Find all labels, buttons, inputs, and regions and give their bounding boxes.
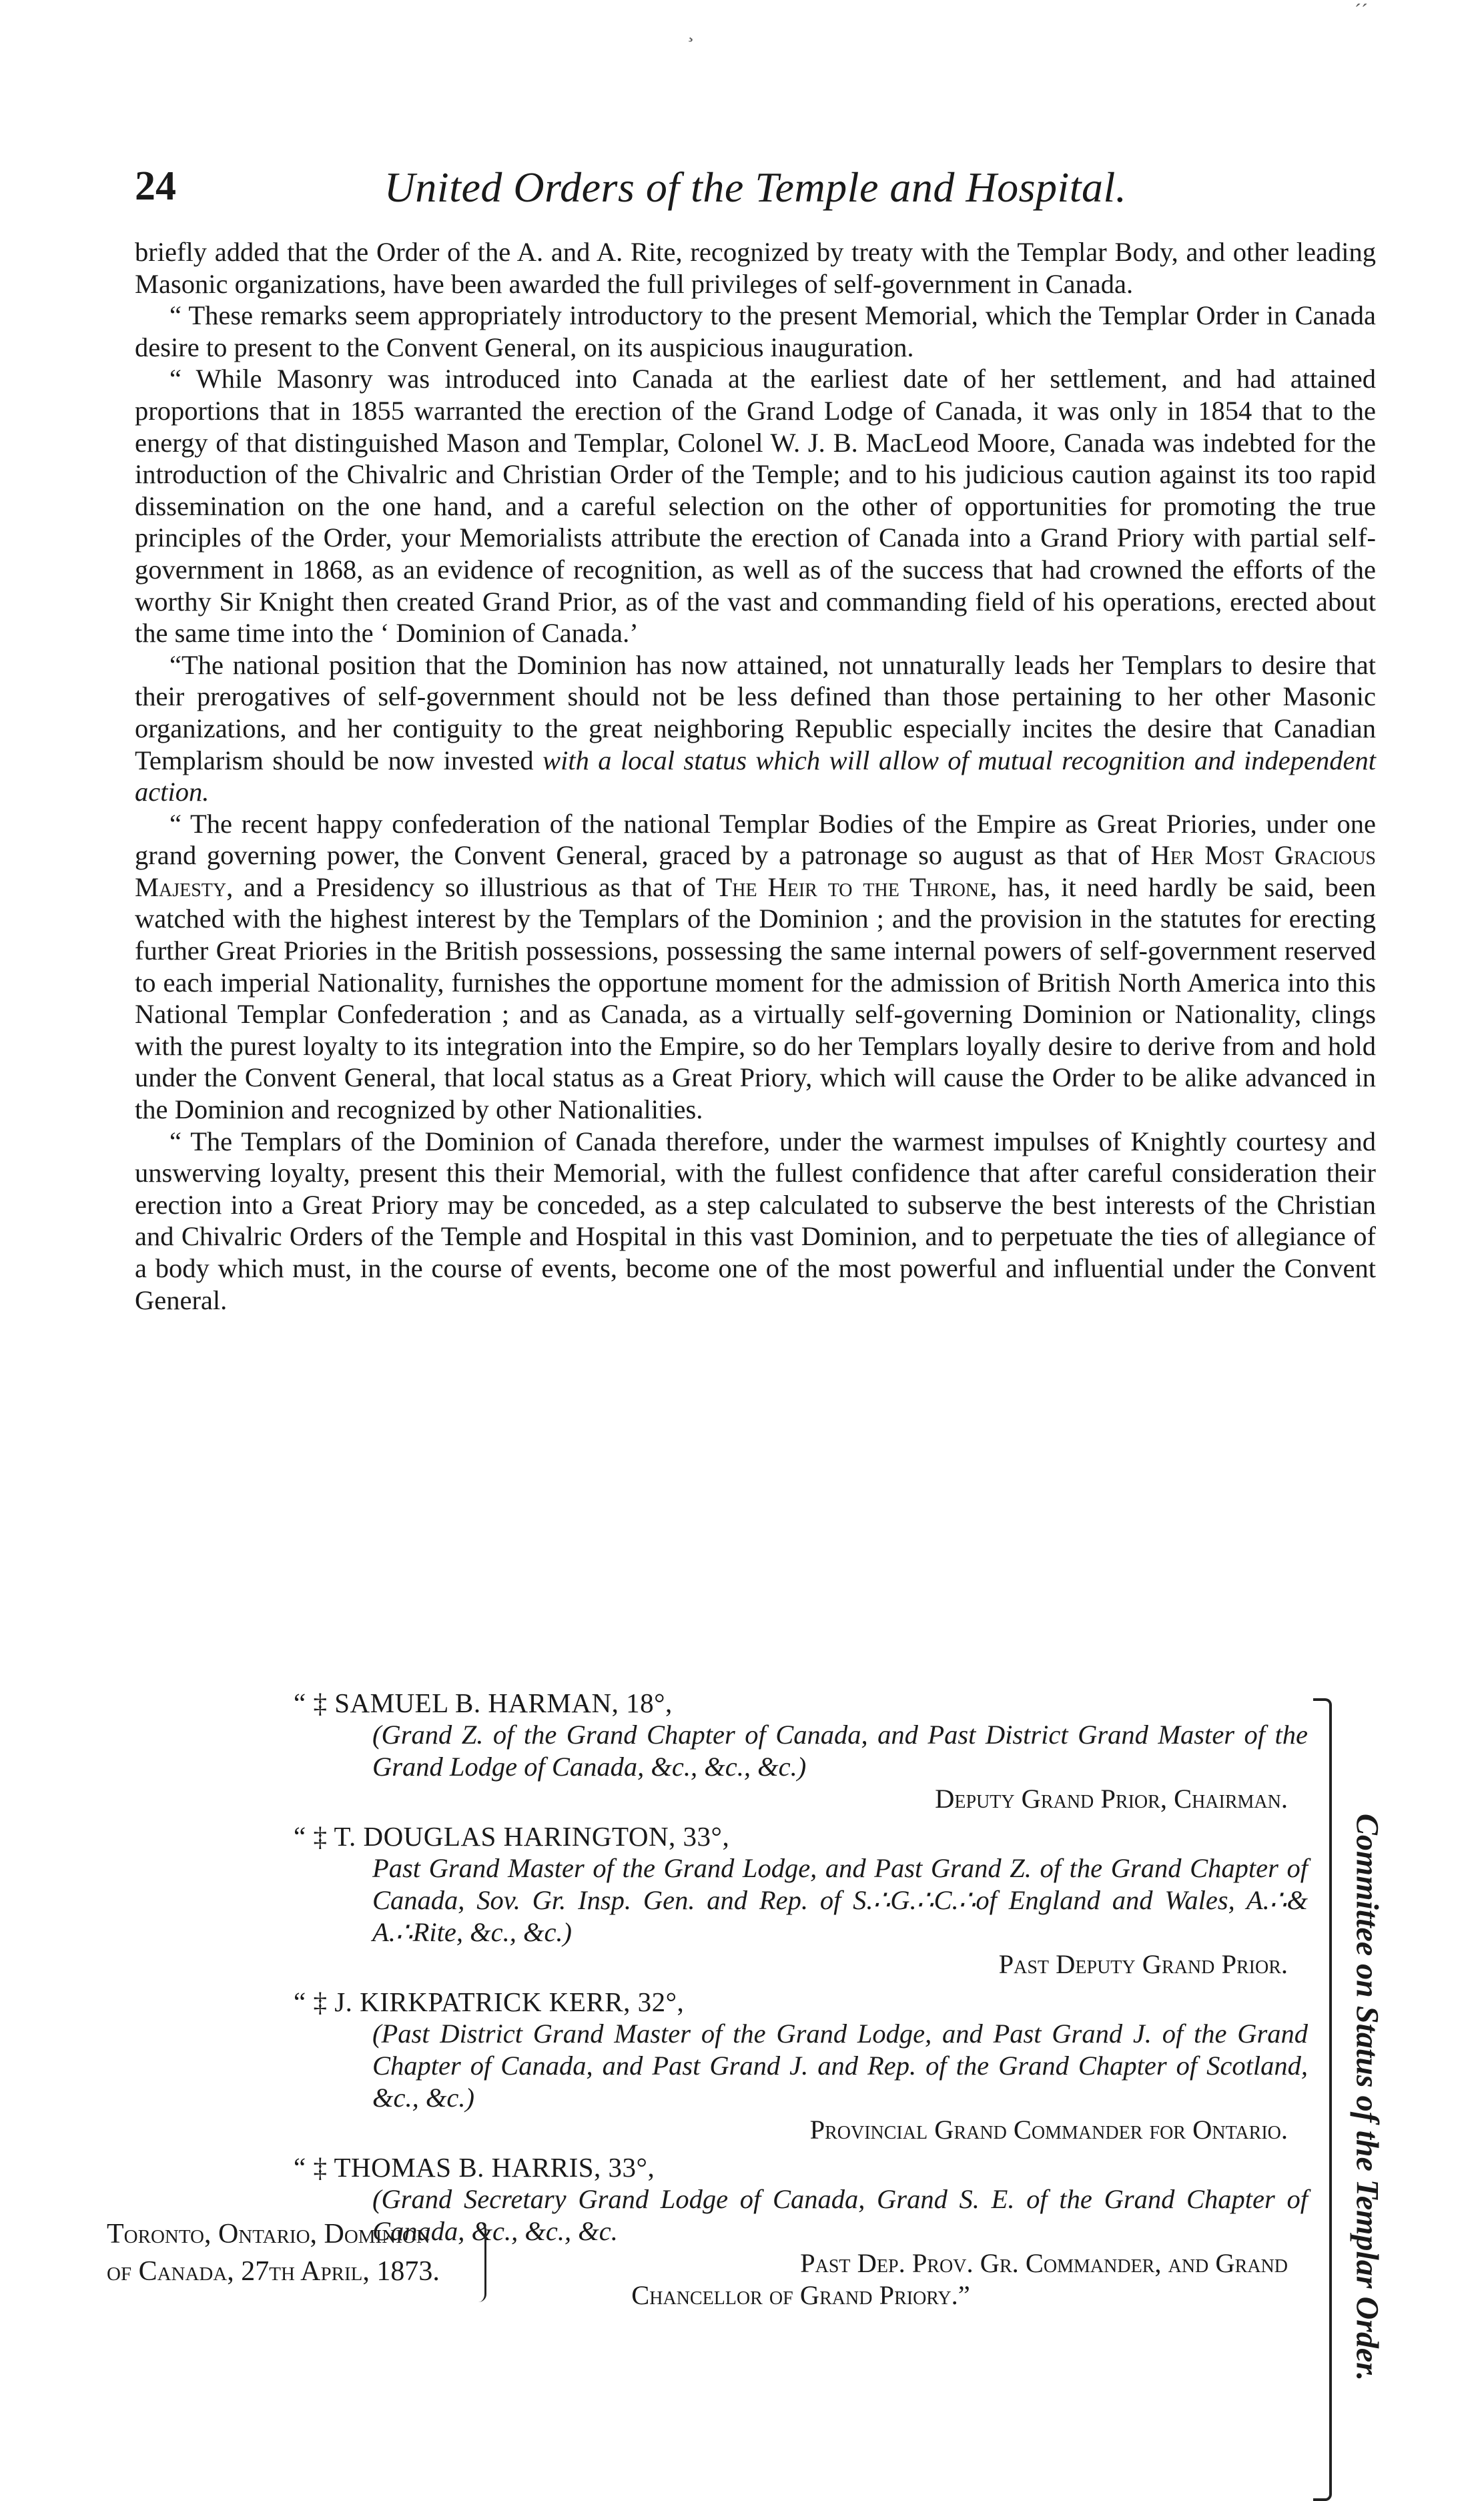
- signatory: [294, 1820, 1308, 1981]
- signatory-name: “ ‡ J. KIRKPATRICK KERR, 32°,: [294, 1987, 685, 2017]
- small-caps-text: The Heir to the Throne: [715, 871, 991, 902]
- signatory-title: Past Dep. Prov. Gr. Commander, and Grand: [800, 2248, 1288, 2278]
- small-caps-text: Her Most Gracious Majesty: [135, 840, 1376, 902]
- signatory-description: Past Grand Master of the Grand Lodge, and Past Grand Z. of the Grand Chapter of Canada, Sov. Gr. Insp. Gen. and Rep. of S.∴G.∴C.∴of England and Wales, A.∴& A.∴Rite, &c., &c.): [372, 1853, 1308, 1947]
- signatory-name: “ ‡ THOMAS B. HARRIS, 33°,: [294, 2152, 655, 2183]
- page-header: [135, 163, 1376, 223]
- emphasis-text: with a local status which will allow of mutual recognition and independent action.: [135, 745, 1376, 807]
- committee-label-text: Committee on Status of the Templar Order.: [1349, 1813, 1385, 2381]
- paragraph: [135, 808, 1376, 1126]
- signatory-title: Chancellor of Grand Priory.”: [631, 2280, 970, 2310]
- signatory: [294, 1986, 1308, 2146]
- signatory-title: Past Deputy Grand Prior.: [998, 1949, 1288, 1979]
- running-title: United Orders of the Temple and Hospital.: [384, 163, 1127, 211]
- signatory-name: “ ‡ T. DOUGLAS HARINGTON, 33°,: [294, 1821, 730, 1852]
- paragraph-text: “The national position that the Dominion has now attained, not unnaturally leads her Templars to desire that their prerogatives of self-government should not be less defined than those pertaining to her other Masonic organizations, and her contiguity to the great neighboring Republic especially incites the desire that Canadian Templarism should be now invested: [135, 649, 1376, 775]
- paragraph: “ The Templars of the Dominion of Canada therefore, under the warmest impulses of Knightly courtesy and unswerving loyalty, present this their Memorial, with the fullest confidence that after careful consideration their erection into a Great Priory may be conceded, as a step calculated to subserve the best interests of the Christian and Chivalric Orders of the Temple and Hospital in this vast Dominion, and to perpetuate the ties of allegiance of a body which must, in the course of events, become one of the most powerful and influential under the Convent General.: [135, 1126, 1376, 1315]
- margin-speck: ´´: [1355, 0, 1368, 22]
- signatory-title: Deputy Grand Prior, Chairman.: [935, 1784, 1288, 1814]
- memorial-body: [135, 236, 1376, 1316]
- paragraph: “ These remarks seem appropriately introductory to the present Memorial, which the Templar Order in Canada desire to present to the Convent General, on its auspicious inauguration.: [135, 300, 1376, 362]
- paragraph: “ While Masonry was introduced into Canada at the earliest date of her settlement, and had attained proportions that in 1855 warranted the erection of the Grand Lodge of Canada, it was only in 1854 that to the energy of that distinguished Mason and Templar, Colonel W. J. B. MacLeod Moore, Canada was indebted for the introduction of the Chivalric and Christian Order of the Temple; and to his judicious caution against its too rapid dissemination on the one hand, and a careful selection on the other of opportunities for promoting the true principles of the Order, your Memorialists attribute the erection of Canada into a Grand Priory with partial self-government in 1868, as an evidence of recognition, as well as of the success that had crowned the efforts of the worthy Sir Knight then created Grand Prior, as of the vast and commanding field of his operations, erected about the same time into the ‘ Dominion of Canada.’: [135, 364, 1376, 649]
- signatory-description: (Past District Grand Master of the Grand Lodge, and Past Grand J. of the Grand Chapter of Canada, and Past Grand J. and Rep. of the Grand Chapter of Scotland, &c., &c.): [372, 2019, 1308, 2113]
- signatory-title: Provincial Grand Commander for Ontario.: [809, 2115, 1288, 2145]
- page-number: 24: [135, 163, 176, 209]
- paragraph-text: “ The recent happy confederation of the national Templar Bodies of the Empire as Great Priories, under one grand governing power, the Convent General, graced by a patronage so august as that of: [135, 808, 1376, 871]
- place-and-date: [107, 2215, 574, 2290]
- paragraph: briefly added that the Order of the A. and A. Rite, recognized by treaty with the Templar Body, and other leading Masonic organizations, have been awarded the full privileges of self-government in Canada.: [135, 237, 1376, 299]
- signatory-name: “ ‡ SAMUEL B. HARMAN, 18°,: [294, 1688, 673, 1718]
- paragraph-text: , and a Presidency so illustrious as that of: [226, 871, 716, 902]
- date-line: of Canada, 27th April, 1873.: [107, 2256, 440, 2287]
- place-bracket: [474, 2222, 486, 2302]
- paragraph: [135, 649, 1376, 808]
- committee-label: [1344, 1698, 1391, 2496]
- committee-bracket: [1313, 1698, 1332, 2501]
- signatory: [294, 1687, 1308, 1815]
- signatory-description: (Grand Secretary Grand Lodge of Canada, Grand S. E. of the Grand Chapter of Canada, &c., &c., &c.: [372, 2184, 1308, 2246]
- paragraph-text: , has, it need hardly be said, been watched with the highest interest by the Templars of the Dominion ; and the provision in the statutes for erecting further Great Priories in the British possessions, possessing the same internal powers of self-government reserved to each imperial Nationality, furnishes the opportune moment for the admission of British North America into this National Templar Confederation ; and as Canada, as a virtually self-governing Dominion or Nationality, clings with the purest loyalty to its integration into the Empire, so do her Templars loyally desire to derive from and hold under the Convent General, that local status as a Great Priory, which will cause the Order to be alike advanced in the Dominion and recognized by other Nationalities.: [135, 871, 1377, 1125]
- place-line: Toronto, Ontario, Dominion: [107, 2219, 430, 2249]
- signatory-description: (Grand Z. of the Grand Chapter of Canada, and Past District Grand Master of the Grand Lodge of Canada, &c., &c., &c.): [372, 1720, 1308, 1782]
- margin-speck: ¸: [687, 20, 694, 42]
